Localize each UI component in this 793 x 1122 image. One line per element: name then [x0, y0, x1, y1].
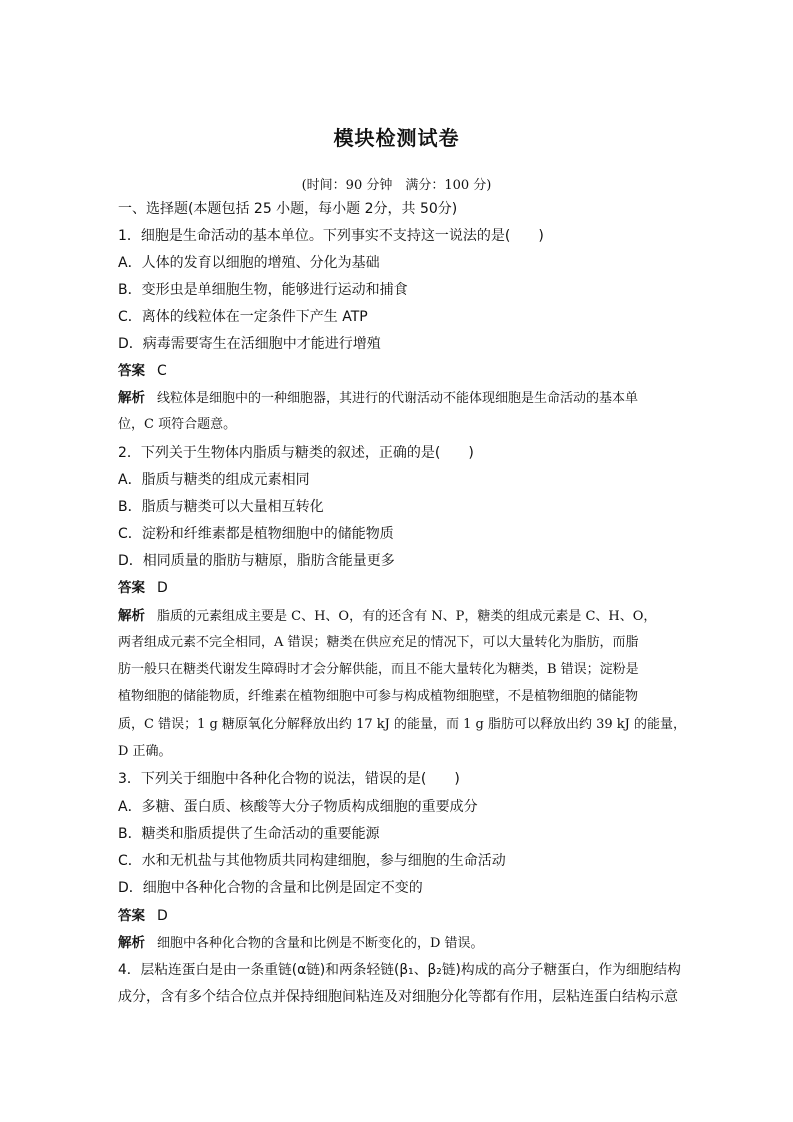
- explanation-text: 脂质的元素组成主要是 C、H、O，有的还含有 N、P，糖类的组成元素是 C、H、O，: [157, 609, 657, 624]
- question-2-stem: 2．下列关于生物体内脂质与糖类的叙述，正确的是( ): [118, 445, 474, 461]
- explanation-label: 解析: [118, 390, 145, 406]
- question-3-option-a: A．多糖、蛋白质、核酸等大分子物质构成细胞的重要成分: [118, 799, 478, 815]
- answer-label: 答案: [118, 363, 145, 379]
- question-2-option-b: B．脂质与糖类可以大量相互转化: [118, 499, 324, 515]
- question-2-explanation-line: 植物细胞的储能物质，纤维素在植物细胞中可参与构成植物细胞壁，不是植物细胞的储能物: [118, 689, 639, 704]
- question-3-stem: 3．下列关于细胞中各种化合物的说法，错误的是( ): [118, 771, 460, 787]
- question-3-option-d: D．细胞中各种化合物的含量和比例是固定不变的: [118, 880, 423, 896]
- page-title: 模块检测试卷: [333, 126, 460, 150]
- answer-value: C: [157, 363, 167, 379]
- question-2-answer: [118, 578, 688, 598]
- question-1-explanation-line: [118, 388, 688, 409]
- question-1-option-a: A．人体的发育以细胞的增殖、分化为基础: [118, 255, 380, 271]
- question-2-explanation-line: [118, 606, 688, 627]
- question-2-explanation-line: 两者组成元素不完全相同，A 错误；糖类在供应充足的情况下，可以大量转化为脂肪，而脂: [118, 635, 639, 650]
- question-2-explanation-line: 质，C 错误；1 g 糖原氧化分解释放出约 17 kJ 的能量，而 1 g 脂肪可以释放出约 39 kJ 的能量，: [118, 717, 686, 732]
- answer-value: D: [157, 908, 168, 924]
- question-1-answer: [118, 361, 688, 381]
- question-2-explanation-line: 肪一般只在糖类代谢发生障碍时才会分解供能，而且不能大量转化为糖类，B 错误；淀粉是: [118, 662, 639, 677]
- question-4-stem-line: 4．层粘连蛋白是由一条重链(α链)和两条轻链(β₁、β₂链)构成的高分子糖蛋白，作为细胞结构: [118, 962, 681, 978]
- question-3-option-c: C．水和无机盐与其他物质共同构建细胞，参与细胞的生命活动: [118, 853, 506, 869]
- question-2-option-d: D．相同质量的脂肪与糖原，脂肪含能量更多: [118, 553, 395, 569]
- answer-value: D: [157, 580, 168, 596]
- question-1-option-d: D．病毒需要寄生在活细胞中才能进行增殖: [118, 336, 381, 352]
- question-3-option-b: B．糖类和脂质提供了生命活动的重要能源: [118, 826, 380, 842]
- section-heading: 一、选择题(本题包括 25 小题，每小题 2分，共 50分): [118, 201, 458, 217]
- question-1-option-b: B．变形虫是单细胞生物，能够进行运动和捕食: [118, 282, 408, 298]
- explanation-label: 解析: [118, 935, 145, 951]
- question-4-stem-line: 成分，含有多个结合位点并保持细胞间粘连及对细胞分化等都有作用，层粘连蛋白结构示意: [118, 989, 678, 1005]
- question-1-stem: 1．细胞是生命活动的基本单位。下列事实不支持这一说法的是( ): [118, 228, 544, 244]
- question-2-option-a: A．脂质与糖类的组成元素相同: [118, 472, 310, 488]
- question-3-answer: [118, 906, 688, 926]
- answer-label: 答案: [118, 580, 145, 596]
- question-1-option-c: C．离体的线粒体在一定条件下产生 ATP: [118, 309, 368, 325]
- exam-time-score: (时间：90 分钟 满分：100 分): [301, 178, 492, 193]
- question-2-explanation-line: D 正确。: [118, 744, 172, 759]
- explanation-text: 细胞中各种化合物的含量和比例是不断变化的，D 错误。: [157, 936, 484, 951]
- answer-label: 答案: [118, 908, 145, 924]
- explanation-label: 解析: [118, 608, 145, 624]
- explanation-text: 线粒体是细胞中的一种细胞器，其进行的代谢活动不能体现细胞是生命活动的基本单: [157, 391, 639, 406]
- question-3-explanation-line: [118, 933, 688, 954]
- question-2-option-c: C．淀粉和纤维素都是植物细胞中的储能物质: [118, 526, 394, 542]
- question-1-explanation-line: 位，C 项符合题意。: [118, 417, 237, 432]
